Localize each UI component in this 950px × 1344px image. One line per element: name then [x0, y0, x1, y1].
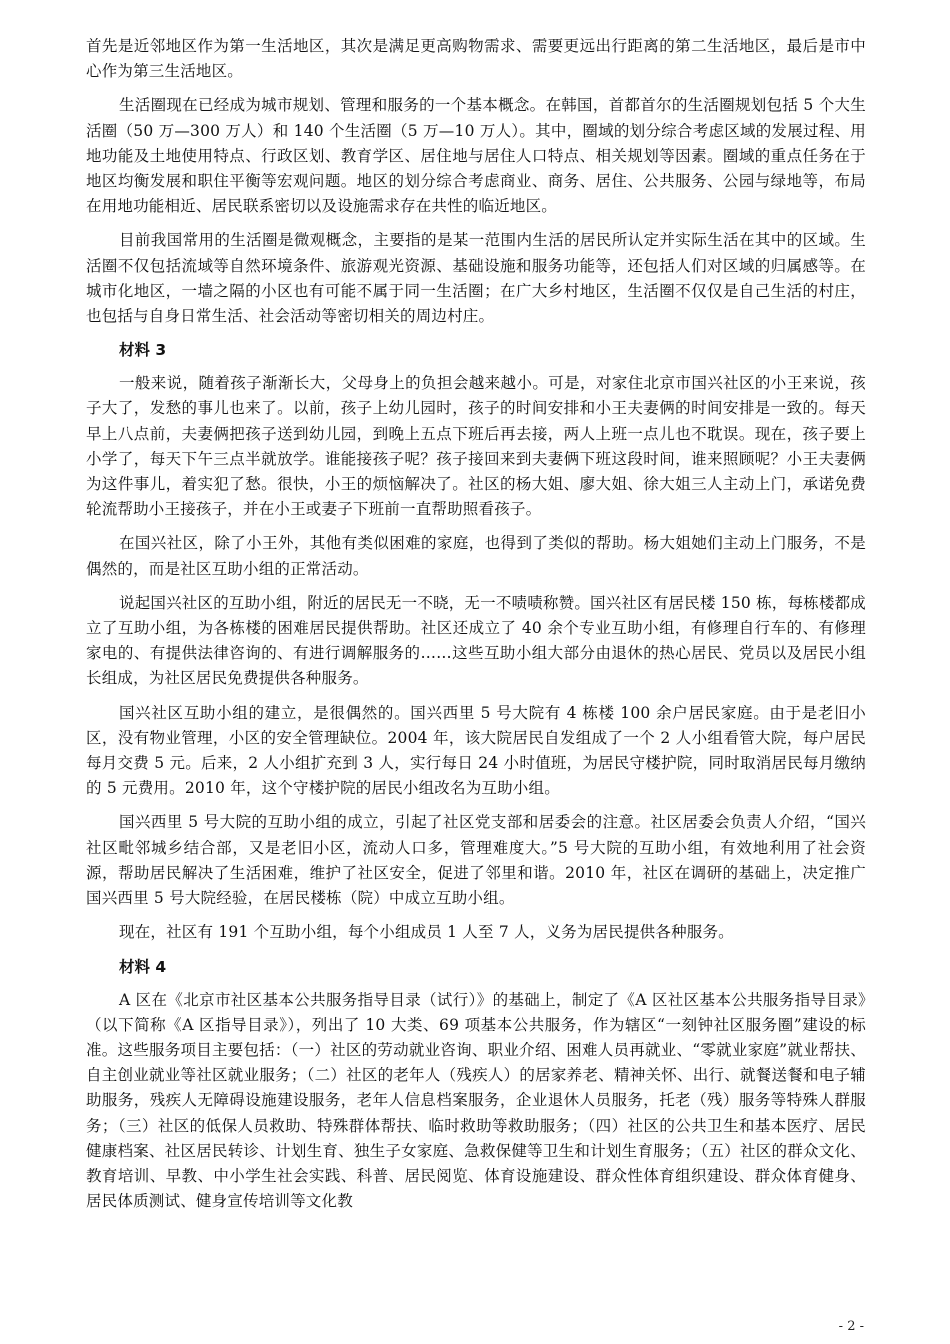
document-page	[86, 34, 866, 1223]
section-heading-material-3: 材料 3	[119, 341, 167, 360]
paragraph: 首先是近邻地区作为第一生活地区，其次是满足更高购物需求、需要更远出行距离的第二生活地区，最后是市中心作为第三生活地区。	[86, 37, 866, 81]
paragraph: 国兴西里 5 号大院的互助小组的成立，引起了社区党支部和居委会的注意。社区居委会负责人介绍，“国兴社区毗邻城乡结合部，又是老旧小区，流动人口多，管理难度大。”5 号大院的互助小组，有效地利用了社会资源，帮助居民解决了生活困难，维护了社区安全，促进了邻里和谐。2010 年，社区在调研的基础上，决定推广国兴西里 5 号大院经验，在居民楼栋（院）中成立互助小组。	[86, 813, 866, 908]
paragraph: 国兴社区互助小组的建立，是很偶然的。国兴西里 5 号大院有 4 栋楼 100 余户居民家庭。由于是老旧小区，没有物业管理，小区的安全管理缺位。2004 年，该大院居民自发组成了一个 2 人小组看管大院，每户居民每月交费 5 元。后来，2 人小组扩充到 3 人，实行每日 24 小时值班，为居民守楼护院，同时取消居民每月缴纳的 5 元费用。2010 年，这个守楼护院的居民小组改名为互助小组。	[86, 703, 866, 798]
paragraph: 在国兴社区，除了小王外，其他有类似困难的家庭，也得到了类似的帮助。杨大姐她们主动上门服务，不是偶然的，而是社区互助小组的正常活动。	[86, 534, 866, 578]
paragraph: 生活圈现在已经成为城市规划、管理和服务的一个基本概念。在韩国，首都首尔的生活圈规划包括 5 个大生活圈（50 万—300 万人）和 140 个生活圈（5 万—10 万人）。其中，圈域的划分综合考虑区域的发展过程、用地功能及土地使用特点、行政区划、教育学区、居住地与居住人口特点、相关规划等因素。圈域的重点任务在于地区均衡发展和职住平衡等宏观问题。地区的划分综合考虑商业、商务、居住、公共服务、公园与绿地等，布局在用地功能相近、居民联系密切以及设施需求存在共性的临近地区。	[86, 96, 866, 216]
paragraph: 说起国兴社区的互助小组，附近的居民无一不晓，无一不啧啧称赞。国兴社区有居民楼 150 栋，每栋楼都成立了互助小组，为各栋楼的困难居民提供帮助。社区还成立了 40 余个专业互助小组，有修理自行车的、有修理家电的、有提供法律咨询的、有进行调解服务的……这些互助小组大部分由退休的热心居民、党员以及居民小组长组成，为社区居民免费提供各种服务。	[86, 593, 866, 688]
paragraph: 目前我国常用的生活圈是微观概念，主要指的是某一范围内生活的居民所认定并实际生活在其中的区域。生活圈不仅包括流域等自然环境条件、旅游观光资源、基础设施和服务功能等，还包括人们对区域的归属感等。在城市化地区，一墙之隔的小区也有可能不属于同一生活圈；在广大乡村地区，生活圈不仅仅是自己生活的村庄，也包括与自身日常生活、社会活动等密切相关的周边村庄。	[86, 231, 866, 326]
paragraph: 现在，社区有 191 个互助小组，每个小组成员 1 人至 7 人，义务为居民提供各种服务。	[119, 923, 734, 942]
page-number: - 2 -	[838, 1319, 864, 1334]
section-heading-material-4: 材料 4	[119, 957, 167, 976]
paragraph: 一般来说，随着孩子渐渐长大，父母身上的负担会越来越小。可是，对家住北京市国兴社区的小王来说，孩子大了，发愁的事儿也来了。以前，孩子上幼儿园时，孩子的时间安排和小王夫妻俩的时间安排是一致的。每天早上八点前，夫妻俩把孩子送到幼儿园，到晚上五点下班后再去接，两人上班一点儿也不耽误。现在，孩子要上小学了，每天下午三点半就放学。谁能接孩子呢？孩子接回来到夫妻俩下班这段时间，谁来照顾呢？小王夫妻俩为这件事儿，着实犯了愁。很快，小王的烦恼解决了。社区的杨大姐、廖大姐、徐大姐三人主动上门，承诺免费轮流帮助小王接孩子，并在小王或妻子下班前一直帮助照看孩子。	[86, 374, 866, 519]
paragraph: A 区在《北京市社区基本公共服务指导目录（试行）》的基础上，制定了《A 区社区基本公共服务指导目录》（以下简称《A 区指导目录》），列出了 10 大类、69 项基本公共服务，作为辖区“一刻钟社区服务圈”建设的标准。这些服务项目主要包括：（一）社区的劳动就业咨询、职业介绍、困难人员再就业、“零就业家庭”就业帮扶、自主创业就业等社区就业服务；（二）社区的老年人（残疾人）的居家养老、精神关怀、出行、就餐送餐和电子辅助服务，残疾人无障碍设施建设服务，老年人信息档案服务，企业退休人员服务，托老（残）服务等特殊人群服务；（三）社区的低保人员救助、特殊群体帮扶、临时救助等救助服务；（四）社区的公共卫生和基本医疗、居民健康档案、社区居民转诊、计划生育、独生子女家庭、急救保健等卫生和计划生育服务；（五）社区的群众文化、教育培训、早教、中小学生社会实践、科普、居民阅览、体育设施建设、群众性体育组织建设、群众体育健身、居民体质测试、健身宣传培训等文化教	[86, 990, 866, 1211]
